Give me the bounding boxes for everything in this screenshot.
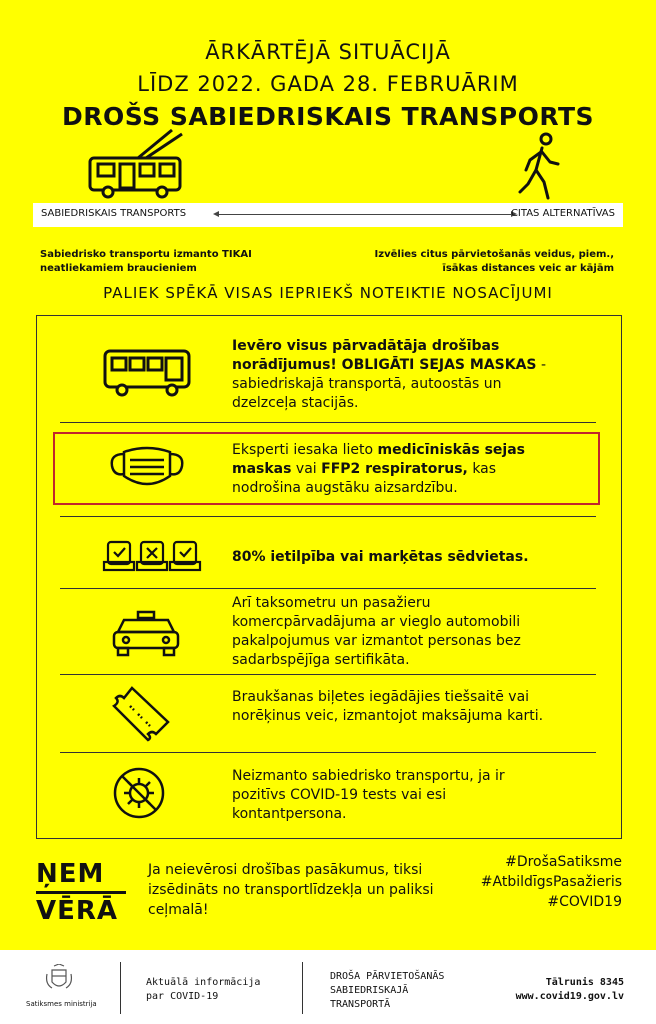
take-note-heading xyxy=(36,858,126,927)
rule-mask-bold2: FFP2 respiratorus, xyxy=(321,461,468,477)
public-transport-label: SABIEDRISKAIS TRANSPORTS xyxy=(41,208,187,219)
divider xyxy=(60,516,596,517)
footer-campaign-line2: SABIEDRISKAJĀ xyxy=(330,985,409,996)
walking-person-icon xyxy=(514,132,564,200)
footer-website[interactable]: www.covid19.gov.lv xyxy=(515,991,624,1002)
rule-mask-bold: medicīniskās sejas maskas xyxy=(232,442,525,477)
take-note-line1: ŅEM xyxy=(36,859,105,889)
rule-instructions-bold: Ievēro visus pārvadātāja drošības norādījumus! OBLIGĀTI SEJAS MASKAS xyxy=(232,338,537,373)
rules-heading: PALIEK SPĒKĀ VISAS IEPRIEKŠ NOTEIKTIE NOSACĪJUMI xyxy=(103,284,553,302)
footer-contact xyxy=(516,976,624,1004)
trolleybus-icon xyxy=(86,128,186,200)
footer-campaign-line1: DROŠA PĀRVIETOŠANĀS xyxy=(330,971,445,982)
bus-icon xyxy=(102,348,192,398)
rule-taxi xyxy=(232,594,562,670)
footer-divider xyxy=(302,962,303,1014)
rule-mask xyxy=(232,441,562,498)
footer-divider xyxy=(120,962,121,1014)
divider xyxy=(60,674,596,675)
divider xyxy=(60,752,596,753)
rule-mask-pre: Eksperti iesaka lieto xyxy=(232,442,378,458)
hashtag: #COVID19 xyxy=(547,894,622,910)
note-only-essential: Sabiedrisko transportu izmanto TIKAI neatliekamiem braucieniem xyxy=(40,249,252,274)
header-date: LĪDZ 2022. GADA 28. FEBRUĀRIM xyxy=(137,72,519,96)
no-virus-icon xyxy=(112,766,166,820)
rule-ticket xyxy=(232,688,562,726)
footer-campaign xyxy=(330,970,444,1012)
header-situation: ĀRKĀRTĒJĀ SITUĀCIJĀ xyxy=(205,40,451,64)
rule-capacity xyxy=(232,548,562,567)
footer-info xyxy=(146,976,260,1004)
warning-text: Ja neievērosi drošības pasākumus, tiksi izsēdināts no transportlīdzekļa un paliksi ceļmalā! xyxy=(148,862,434,918)
footer-campaign-line3: TRANSPORTĀ xyxy=(330,999,391,1010)
rule-covid-text: Neizmanto sabiedrisko transportu, ja ir pozitīvs COVID-19 tests vai esi kontantpersona. xyxy=(232,768,505,822)
hashtag: #AtbildīgsPasažieris xyxy=(480,874,622,890)
rule-mask-mid: vai xyxy=(291,461,322,477)
face-mask-icon xyxy=(108,442,186,492)
rule-taxi-text: Arī taksometru un pasažieru komercpārvadājuma ar vieglo automobili pakalpojumus var izmantot personas bez sadarbspējīga sertifikāta. xyxy=(232,595,521,668)
rule-capacity-bold: 80% ietilpība vai marķētas sēdvietas. xyxy=(232,549,529,565)
hashtag: #DrošaSatiksme xyxy=(505,854,622,870)
ticket-icon xyxy=(112,684,172,742)
coat-of-arms-icon xyxy=(44,964,74,994)
footer-info-line1: Aktuālā informācija xyxy=(146,977,261,988)
taxi-icon xyxy=(110,610,182,658)
take-note-line2: VĒRĀ xyxy=(36,896,119,926)
rule-instructions xyxy=(232,337,562,413)
footer-info-line2: par COVID-19 xyxy=(146,991,219,1002)
seats-icon xyxy=(102,538,202,578)
rule-mask-text: kas nodrošina augstāku aizsardzību. xyxy=(232,461,497,496)
rule-covid xyxy=(232,767,562,824)
divider xyxy=(60,422,596,423)
footer-phone: Tālrunis 8345 xyxy=(545,977,624,988)
transport-alternatives-bar xyxy=(33,203,623,227)
rule-ticket-text: Braukšanas biļetes iegādājies tiešsaitē vai norēķinus veic, izmantojot maksājuma karti. xyxy=(232,689,544,724)
ministry-name: Satiksmes ministrija xyxy=(26,1000,97,1008)
page-title: DROŠS SABIEDRISKAIS TRANSPORTS xyxy=(61,102,595,131)
divider xyxy=(60,588,596,589)
footer xyxy=(0,950,656,1024)
rule-instructions-text: - sabiedriskajā transportā, autoostās un dzelzceļa stacijās. xyxy=(232,357,547,411)
alternatives-label: CITAS ALTERNATĪVAS xyxy=(510,208,615,219)
double-arrow-icon xyxy=(215,214,515,215)
note-alternatives: Izvēlies citus pārvietošanās veidus, piem., īsākas distances veic ar kājām xyxy=(374,249,614,274)
hashtags xyxy=(481,852,622,912)
